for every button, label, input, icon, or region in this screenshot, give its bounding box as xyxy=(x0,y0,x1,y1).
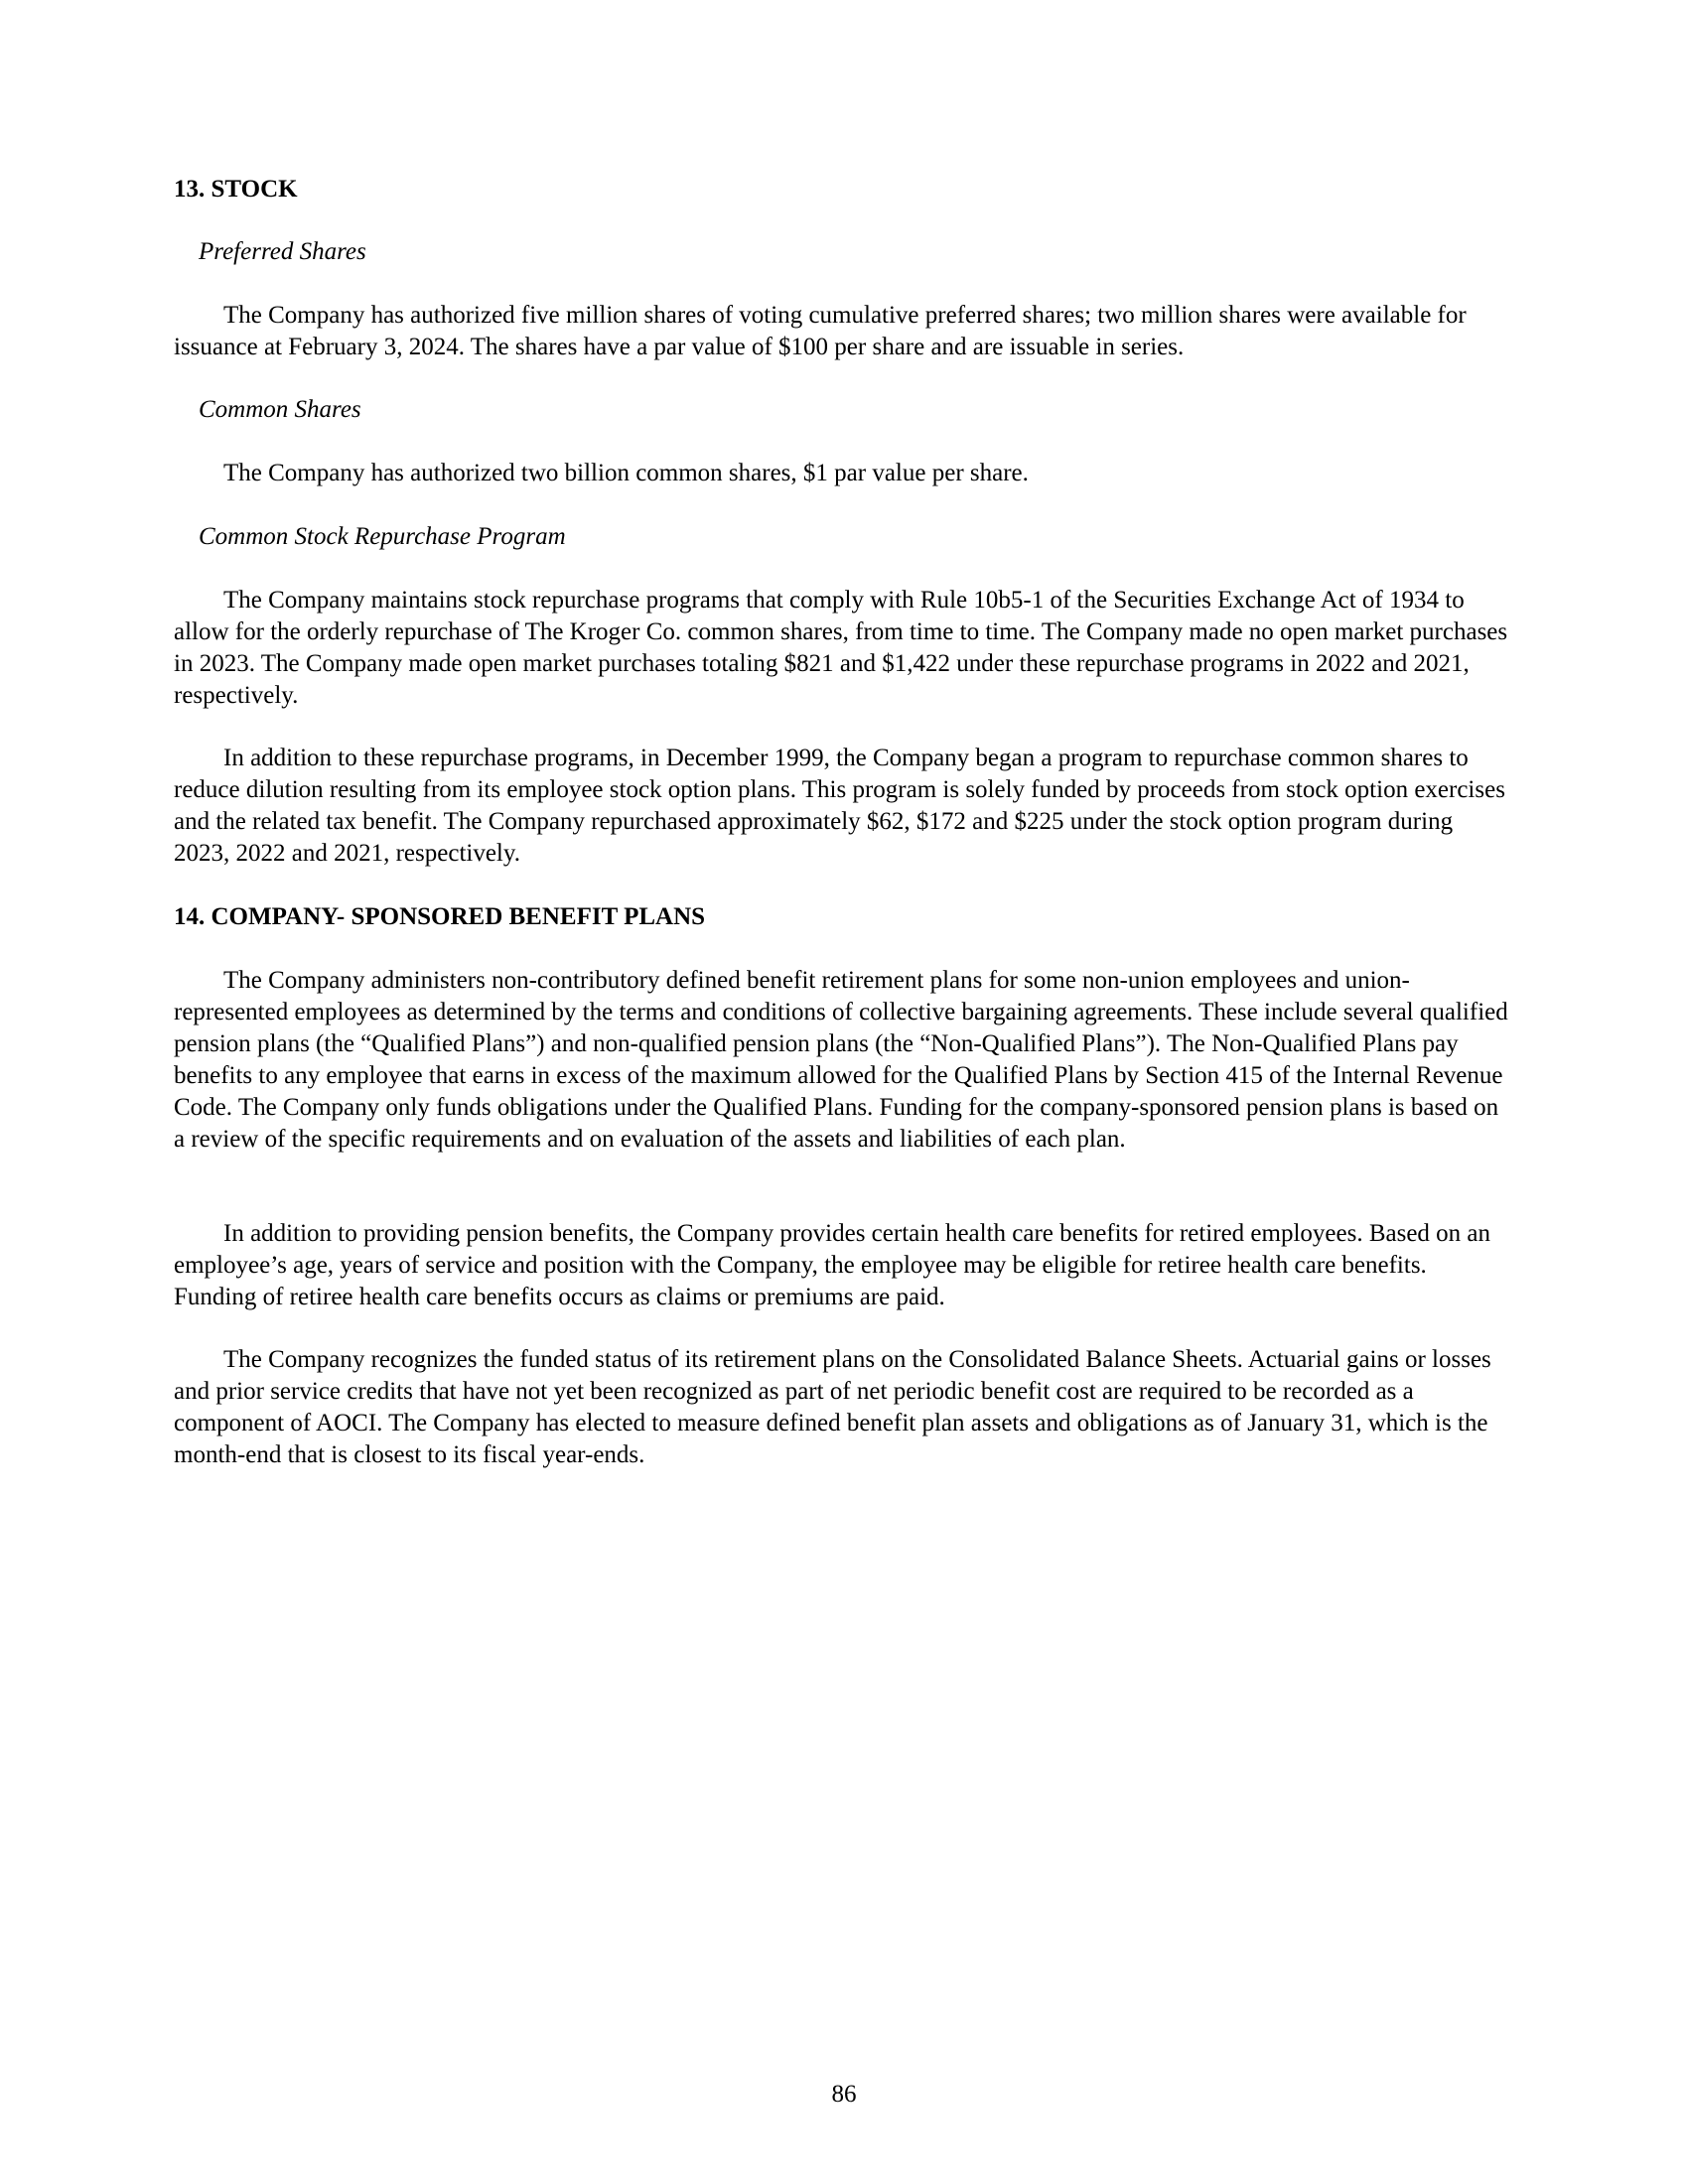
benefit-plans-paragraph-3: The Company recognizes the funded status of its retirement plans on the Consolidated Balance Sheets. Actuarial gains or losses and prior service credits that have not yet been recognized as part of net periodic benefit cost are required to be recorded as a component of AOCI. The Company has elected to measure defined benefit plan assets and obligations as of January 31, which is the month-end that is closest to its fiscal year-ends. xyxy=(174,1346,1491,1468)
section-14-heading: 14. COMPANY- SPONSORED BENEFIT PLANS xyxy=(174,903,706,930)
section-13-heading: 13. STOCK xyxy=(174,176,298,203)
preferred-shares-paragraph: The Company has authorized five million shares of voting cumulative preferred shares; two million shares were available for issuance at February 3, 2024. The shares have a par value of $100 per share and are issuable in series. xyxy=(174,302,1467,360)
repurchase-program-paragraph-2: In addition to these repurchase programs, in December 1999, the Company began a program to repurchase common shares to reduce dilution resulting from its employee stock option plans. This program is solely funded by proceeds from stock option exercises and the related tax benefit. The Company repurchased approximately $62, $172 and $225 under the stock option program during 2023, 2022 and 2021, respectively. xyxy=(174,745,1505,867)
repurchase-program-title: Common Stock Repurchase Program xyxy=(199,523,566,550)
benefit-plans-paragraph-1: The Company administers non-contributory defined benefit retirement plans for some non-union employees and union-represented employees as determined by the terms and conditions of collective bargaining agreements. These include several qualified pension plans (the “Qualified Plans”) and non-qualified pension plans (the “Non-Qualified Plans”). The Non-Qualified Plans pay benefits to any employee that earns in excess of the maximum allowed for the Qualified Plans by Section 415 of the Internal Revenue Code. The Company only funds obligations under the Qualified Plans. Funding for the company-sponsored pension plans is based on a review of the specific requirements and on evaluation of the assets and liabilities of each plan. xyxy=(174,967,1508,1153)
benefit-plans-paragraph-2: In addition to providing pension benefits, the Company provides certain health care benefits for retired employees. Based on an employee’s age, years of service and position with the Company, the employee may be eligible for retiree health care benefits. Funding of retiree health care benefits occurs as claims or premiums are paid. xyxy=(174,1220,1491,1310)
repurchase-program-paragraph-1: The Company maintains stock repurchase programs that comply with Rule 10b5-1 of the Securities Exchange Act of 1934 to allow for the orderly repurchase of The Kroger Co. common shares, from time to time. The Company made no open market purchases in 2023. The Company made open market purchases totaling $821 and $1,422 under these repurchase programs in 2022 and 2021, respectively. xyxy=(174,587,1508,709)
page-number: 86 xyxy=(831,2081,857,2108)
common-shares-title: Common Shares xyxy=(199,396,361,423)
common-shares-paragraph: The Company has authorized two billion common shares, $1 par value per share. xyxy=(223,460,1029,486)
preferred-shares-title: Preferred Shares xyxy=(199,238,366,265)
